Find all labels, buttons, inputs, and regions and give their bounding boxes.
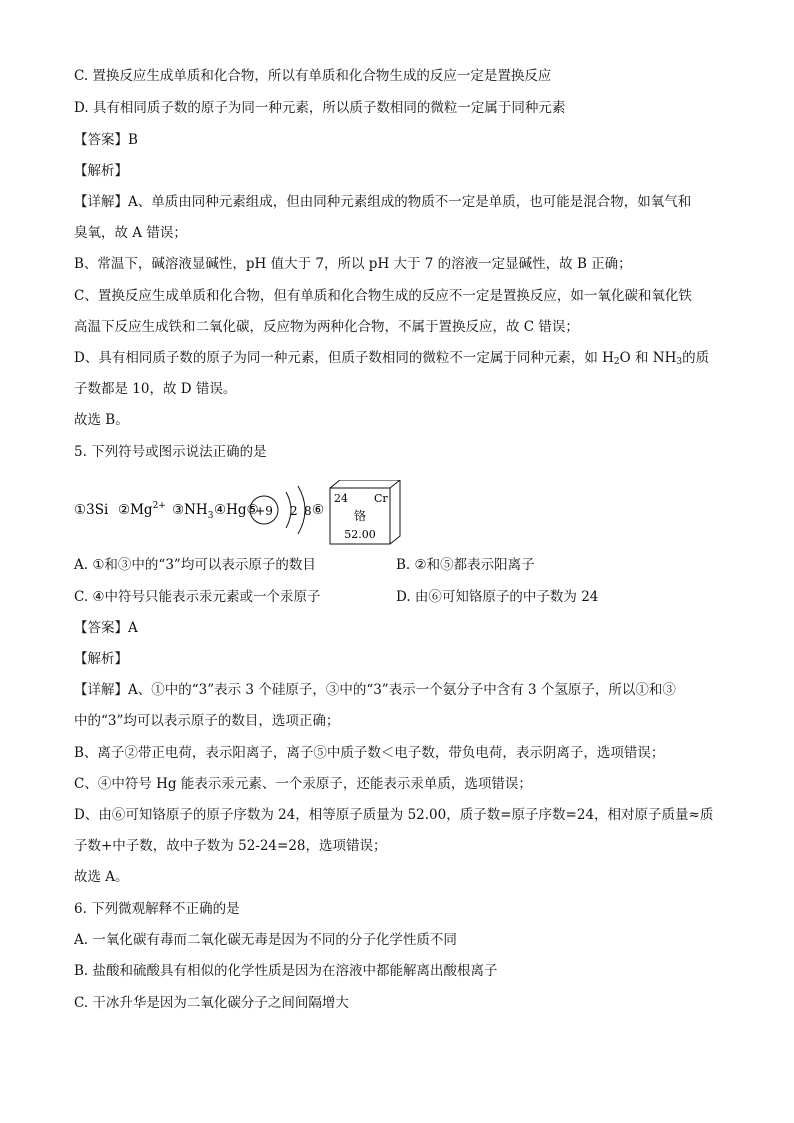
q4-detail-d-pre: D、具有相同质子数的原子为同一种元素，但质子数相同的微粒不一定属于同种元素，如 H: [74, 350, 614, 366]
element-tile-chromium: [330, 480, 400, 544]
q5-conclusion: 故选 A。: [74, 869, 129, 885]
q5-detail-d-line2: 子数+中子数，故中子数为 52-24=28，选项错误；: [74, 838, 387, 854]
q6-option-b: B. 盐酸和硫酸具有相似的化学性质是因为在溶液中都能解离出酸根离子: [74, 963, 498, 979]
symbol-mg-ion: $②Mg^{2+}$: [118, 501, 166, 518]
shell2-electrons: 8: [304, 504, 312, 518]
q5-detail-a-line2: 中的“3”均可以表示原子的数目，选项正确；: [74, 713, 340, 729]
q4-answer: 【答案】B: [74, 132, 138, 148]
q5-figure: [74, 480, 414, 546]
h2o-subscript: 2: [613, 357, 620, 367]
tile-atomic-mass: 52.00: [344, 528, 376, 541]
q4-detail-a-line2: 臭氧，故 A 错误；: [74, 225, 187, 241]
shell1-electrons: 2: [290, 504, 298, 518]
ion-structure-diagram: [250, 486, 312, 534]
q4-analysis-heading: 【解析】: [74, 163, 128, 179]
tile-symbol: Cr: [374, 492, 388, 505]
q5-option-b: B. ②和⑤都表示阳离子: [396, 557, 535, 573]
symbol-6: ⑥: [312, 502, 325, 518]
q4-detail-d-line2: 子数都是 10，故 D 错误。: [74, 381, 237, 397]
q5-option-c: C. ④中符号只能表示汞元素或一个汞原子: [74, 589, 321, 605]
q4-detail-d-mid: O 和 NH: [619, 350, 677, 366]
q4-detail-c-line2: 高温下反应生成铁和二氧化碳，反应物为两种化合物，不属于置换反应，故 C 错误；: [74, 319, 579, 335]
tile-atomic-number: 24: [334, 492, 348, 505]
q6-option-a: A. 一氧化碳有毒而二氧化碳无毒是因为不同的分子化学性质不同: [74, 932, 457, 948]
q4-option-c: C. 置换反应生成单质和化合物，所以有单质和化合物生成的反应一定是置换反应: [74, 68, 552, 84]
nh3-subscript: 3: [676, 357, 683, 367]
q5-detail-d-line1: D、由⑥可知铬原子的原子序数为 24，相等原子质量为 52.00，质子数=原子序数=24，相对原子质量≈质: [74, 807, 714, 823]
q4-detail-d-post: 的质: [682, 350, 710, 366]
q5-detail-b: B、离子②带正电荷，表示阳离子，离子⑤中质子数＜电子数，带负电荷，表示阴离子，选项错误；: [74, 745, 665, 761]
q5-answer: 【答案】A: [74, 620, 138, 636]
nucleus-charge: +9: [255, 504, 273, 518]
q5-detail-a-line1: 【详解】A、①中的“3”表示 3 个硅原子，③中的“3”表示一个氨分子中含有 3 个氢原子，所以①和③: [74, 682, 676, 698]
tile-element-name: 铬: [353, 509, 367, 523]
q4-detail-d-line1: [74, 348, 709, 372]
q4-detail-b: B、常温下，碱溶液显碱性，pH 值大于 7，所以 pH 大于 7 的溶液一定显碱性，故 B 正确；: [74, 256, 632, 272]
q4-detail-c-line1: C、置换反应生成单质和化合物，但有单质和化合物生成的反应不一定是置换反应，如一氧化碳和氧化铁: [74, 288, 692, 304]
symbol-hg: ④Hg⑤: [214, 502, 259, 518]
tile-edge: [390, 480, 400, 488]
q6-stem: 6. 下列微观解释不正确的是: [74, 901, 240, 917]
q4-conclusion: 故选 B。: [74, 412, 129, 428]
q4-option-d: D. 具有相同质子数的原子为同一种元素，所以质子数相同的微粒一定属于同种元素: [74, 100, 566, 116]
symbol-3si: ①3Si: [74, 502, 109, 518]
q5-detail-c: C、④中符号 Hg 能表示汞元素、一个汞原子，还能表示汞单质，选项错误；: [74, 776, 532, 792]
q5-analysis-heading: 【解析】: [74, 651, 128, 667]
q5-option-d: D. 由⑥可知铬原子的中子数为 24: [396, 589, 599, 605]
symbol-nh3: $③NH_3$: [172, 502, 214, 521]
q4-detail-a-line1: 【详解】A、单质由同种元素组成，但由同种元素组成的物质不一定是单质，也可能是混合物，如氧气和: [74, 194, 692, 210]
q6-option-c: C. 干冰升华是因为二氧化碳分子之间间隔增大: [74, 995, 349, 1011]
q5-option-a: A. ①和③中的“3”均可以表示原子的数目: [74, 557, 316, 573]
q5-stem: 5. 下列符号或图示说法正确的是: [74, 444, 267, 460]
